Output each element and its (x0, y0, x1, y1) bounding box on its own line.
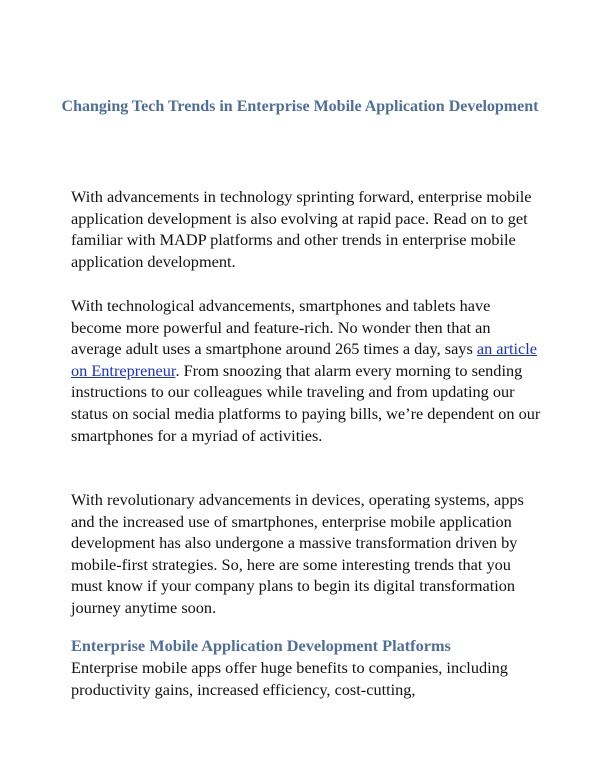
smartphone-usage-paragraph (71, 295, 541, 446)
paragraph-text-before-link: With technological advancements, smartphones and tablets have become more powerful and feature-rich. No wonder then that an average adult uses a smartphone around 265 times a day, says (71, 296, 491, 359)
entrepreneur-article-link[interactable]: an article on Entrepreneur (71, 339, 537, 380)
section-heading-platforms: Enterprise Mobile Application Development Platforms (71, 636, 451, 655)
transformation-paragraph: With revolutionary advancements in devices, operating systems, apps and the increased use of smartphones, enterprise mobile application development has also undergone a massive transformation driven by mobile-first strategies. So, here are some interesting trends that you must know if your company plans to begin its digital transformation journey anytime soon. (71, 490, 524, 617)
platforms-paragraph: Enterprise mobile apps offer huge benefits to companies, including productivity gains, increased efficiency, cost-cutting, (71, 658, 508, 699)
document-title: Changing Tech Trends in Enterprise Mobile Application Development (61, 98, 539, 115)
paragraph-text-after-link: . From snoozing that alarm every morning to sending instructions to our colleagues while traveling and from updating our status on social media platforms to paying bills, we’re dependent on our smartphones for a myriad of activities. (71, 360, 541, 445)
intro-paragraph: With advancements in technology sprinting forward, enterprise mobile application development is also evolving at rapid pace. Read on to get familiar with MADP platforms and other trends in enterprise mobile application development. (71, 187, 532, 271)
